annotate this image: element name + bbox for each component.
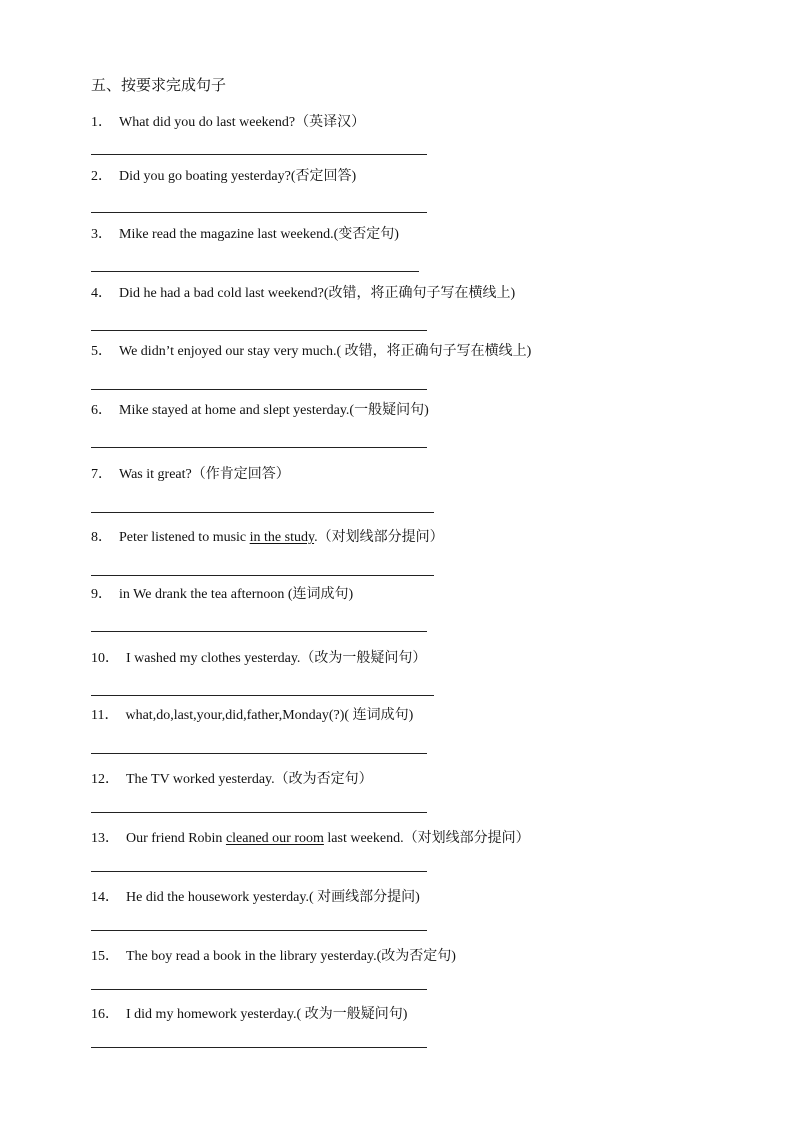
- question-11-text: [91, 706, 771, 726]
- question-prompt-start: Our friend Robin: [126, 831, 226, 846]
- answer-line-1[interactable]: [91, 154, 427, 155]
- question-prompt: what,do,last,your,did,father,Monday(?)( 连词成句): [125, 708, 414, 723]
- underlined-phrase: cleaned our room: [225, 831, 324, 846]
- question-2-text: [91, 167, 771, 187]
- answer-line-6[interactable]: [91, 447, 427, 448]
- question-prompt: Was it great?（作肯定回答）: [119, 467, 290, 482]
- question-5-text: [91, 342, 771, 362]
- question-6: [91, 401, 771, 421]
- question-7: [91, 465, 771, 485]
- question-number: 6．: [91, 403, 112, 418]
- answer-line-3[interactable]: [91, 271, 419, 272]
- question-number: 11．: [91, 708, 119, 723]
- question-8: [91, 528, 771, 548]
- question-number: 7．: [91, 467, 112, 482]
- question-9: [91, 585, 771, 605]
- answer-line-5[interactable]: [91, 389, 427, 390]
- answer-line-16[interactable]: [91, 1047, 427, 1048]
- answer-line-14[interactable]: [91, 930, 427, 931]
- question-16: [91, 1005, 771, 1025]
- question-15: [91, 947, 771, 967]
- question-3: [91, 225, 771, 245]
- answer-line-2[interactable]: [91, 212, 427, 213]
- question-2: [91, 167, 771, 187]
- question-16-text: [91, 1005, 771, 1025]
- question-number: 10．: [91, 651, 119, 666]
- answer-line-9[interactable]: [91, 631, 427, 632]
- question-7-text: [91, 465, 771, 485]
- question-8-text: [91, 528, 771, 548]
- question-14-text: [91, 888, 771, 908]
- question-prompt-start: Peter listened to music: [119, 530, 250, 545]
- question-12-text: [91, 770, 771, 790]
- question-14: [91, 888, 771, 908]
- question-prompt: I did my homework yesterday.( 改为一般疑问句): [126, 1007, 408, 1022]
- question-prompt: Did you go boating yesterday?(否定回答): [119, 169, 357, 184]
- question-number: 3．: [91, 227, 112, 242]
- answer-line-12[interactable]: [91, 812, 427, 813]
- question-13-text: [91, 829, 771, 849]
- section-title: 五、按要求完成句子: [91, 78, 227, 94]
- question-prompt-end: last weekend.（对划线部分提问）: [323, 831, 530, 846]
- question-number: 12．: [91, 772, 119, 787]
- answer-line-4[interactable]: [91, 330, 427, 331]
- answer-line-13[interactable]: [91, 871, 427, 872]
- question-12: [91, 770, 771, 790]
- question-number: 4．: [91, 286, 112, 301]
- question-number: 5．: [91, 344, 112, 359]
- question-1-text: [91, 113, 771, 133]
- question-number: 8．: [91, 530, 112, 545]
- question-prompt: Mike stayed at home and slept yesterday.(一般疑问句): [119, 403, 429, 418]
- question-prompt: What did you do last weekend?（英译汉）: [119, 115, 366, 130]
- question-number: 13．: [91, 831, 119, 846]
- question-number: 1．: [91, 115, 112, 130]
- answer-line-15[interactable]: [91, 989, 427, 990]
- question-number: 15．: [91, 949, 119, 964]
- question-10-text: [91, 649, 771, 669]
- question-6-text: [91, 401, 771, 421]
- answer-line-7[interactable]: [91, 512, 434, 513]
- question-4-text: [91, 284, 771, 304]
- question-number: 2．: [91, 169, 112, 184]
- question-11: [91, 706, 771, 726]
- question-15-text: [91, 947, 771, 967]
- question-prompt: We didn’t enjoyed our stay very much.( 改错，将正确句子写在横线上): [119, 344, 532, 359]
- underlined-phrase: in the study: [249, 530, 315, 545]
- question-prompt: The TV worked yesterday.（改为否定句）: [126, 772, 373, 787]
- question-9-text: [91, 585, 771, 605]
- question-prompt: Mike read the magazine last weekend.(变否定句): [119, 227, 399, 242]
- question-number: 16．: [91, 1007, 119, 1022]
- question-3-text: [91, 225, 771, 245]
- question-prompt: in We drank the tea afternoon (连词成句): [119, 587, 354, 602]
- question-10: [91, 649, 771, 669]
- question-number: 14．: [91, 890, 119, 905]
- question-prompt: Did he had a bad cold last weekend?(改错，将正确句子写在横线上): [119, 286, 516, 301]
- question-13: [91, 829, 771, 849]
- question-prompt-end: .（对划线部分提问）: [314, 530, 444, 545]
- question-4: [91, 284, 771, 304]
- answer-line-11[interactable]: [91, 753, 427, 754]
- answer-line-8[interactable]: [91, 575, 434, 576]
- question-prompt: The boy read a book in the library yesterday.(改为否定句): [126, 949, 456, 964]
- answer-line-10[interactable]: [91, 695, 434, 696]
- question-prompt: He did the housework yesterday.( 对画线部分提问): [126, 890, 420, 905]
- question-number: 9．: [91, 587, 112, 602]
- question-1: [91, 113, 771, 133]
- question-5: [91, 342, 771, 362]
- question-prompt: I washed my clothes yesterday.（改为一般疑问句）: [126, 651, 427, 666]
